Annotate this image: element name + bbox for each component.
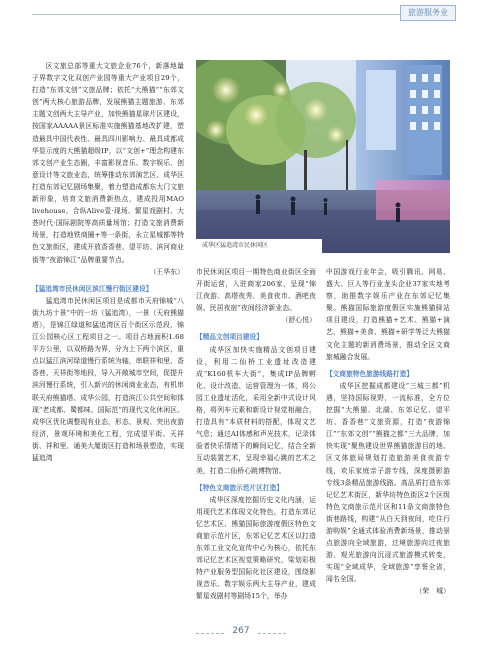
column-3 bbox=[326, 266, 450, 618]
section-heading bbox=[196, 482, 316, 494]
paragraph: 成华区挖掘成都建设“三城三都”机遇，坚持国际视野，一流标准，全方位挖掘“大熊猫、北湖、东郊记忆、望平坊、香香巷”文旅资源，打造“夜游锦江”“东郊文创”“熊猫之都”三大品牌，加快实现“聚焦建设世界熊猫旅游目的地、区文体旅局规划打造旅游美食夜游专线，欢乐家庭亲子游专线，深度摄影游专线3条精品旅游线路。高品质打造东郊记忆艺术街区，新华坊特色街区2个区级特色文商旅示范片区和11条文商旅特色街巷路线，构建“从白天到夜间，吃住行游购娱”全通式体验消费新场景，推动景点旅游向全域旅游，过境旅游向过夜旅游、观光旅游向沉浸式旅游模式转变，实现“全域成华，全域旅游”享誉全省，闻名全国。 bbox=[326, 381, 450, 584]
paragraph: 区文旅总部等重大文旅企业76个，新落地量子界数字文化双创产业园等重大产业项目29个，打造“东郊文创”文旅品牌；依托“大熊猫”“东郊文创”两大核心旅游品牌，发展熊猫主题旅游、东郊主题文创两大主导产业，加快熊猫星球片区建设，按国家AAAAA景区标准实施熊猫基地改扩建，塑造最具中国代表性、最具四川影响力、最具成都成华显示度的大熊猫超级IP，以“文创+”理念构建东郊文创产业生态圈，丰富影视音乐、数字娱乐、创意设计等文旅业态，统筹推动东郊演艺区、成华区打造东郊记忆剧场集聚，着力塑造成都东大门文旅新形象，培育文旅消费新热点，建成投用MAO livehouse、合纵Alive壹·现场、繁星戏剧村、大荟时代·国际剧院等高质量场馆；打造文旅消费新场景，打造地铁商圈+等一条街，永立星城都等特色文旅街区，建成开放香香巷、望平坊、滨河商业街等“夜游锦江”品牌重要节点。 bbox=[32, 62, 184, 264]
paragraph: 市民休闲区项目一期特色商业街区全面开街运营，入驻商家206家，呈现“锦江夜游、高塔夜秀、美食夜市、酒吧夜娱、民居夜宿”夜间经济新业态。 bbox=[196, 268, 316, 313]
byline: （舒心悦） bbox=[281, 316, 316, 325]
byline: （王华东） bbox=[149, 267, 184, 276]
byline: （荣 城） bbox=[415, 587, 450, 596]
section-heading bbox=[326, 368, 450, 380]
column-1 bbox=[32, 60, 184, 618]
header-rule bbox=[32, 14, 418, 15]
section-title: 【文商旅特色旅游线路打造】 bbox=[326, 369, 414, 378]
section-title: 【特色文商旅示范片区打造】 bbox=[196, 483, 284, 492]
photo-caption: 成华区猛追湾市民休闲区 bbox=[196, 239, 322, 253]
footer-dash-left bbox=[196, 633, 224, 635]
column-2 bbox=[196, 266, 316, 618]
paragraph: 成华区加快实施精品文创项目建设，利用二仙桥工业遗址改造建成“K160机车大街”，集成IP品牌孵化、设计改造、运营管理为一体，将公园工业遗址活化，采用全新中式设计风格，将列车元素和新设计视觉相融合，打造具有“本质材料的搭配，体现文艺气息；通过AI体感和声光技术，记录体验者快乐情绪下的瞬间记忆，结合全新互动装置艺术，呈现幸福心跳的艺术之美，打造二仙桥心跳博物馆。 bbox=[196, 345, 316, 475]
section-title: 【精品文创项目建设】 bbox=[196, 333, 263, 342]
paragraph: 中国游戏行业年会，吸引腾讯、网易、盛大、巨人等行业龙头企业37家实地考察，助推数字娱乐产业在东郊记忆集聚。熊猫国际旅游度假区实施熊猫驿站项目建设，打造熊猫+艺术、熊猫+演艺、熊猫+美食、熊猫+研学等泛大熊猫文化主题的新消费场景，推动全区文商旅城融合发展。 bbox=[326, 268, 450, 361]
section-title: 【猛追湾市民休闲区滨江慢行街区建设】 bbox=[32, 284, 153, 293]
section-label: 旅游服务业 bbox=[400, 5, 456, 21]
page-footer bbox=[0, 625, 480, 643]
page-number: 267 bbox=[232, 626, 250, 636]
paragraph: 成华区深度挖掘历史文化内涵，运用现代艺术体现文化特色，打造东郊记忆艺术区、熊猫国际旅游度假区特色文商旅示范片区，东郊记忆艺术区以打造东郊工业文化宣传中心为核心，依托东郊记忆艺术区视觉策略研究，梁划彩极特产业服务型国际化社区建设，围绕影视音乐、数字娱乐两大主导产业，建成繁星戏剧村等剧场15个，举办 bbox=[196, 495, 316, 601]
footer-dash-right bbox=[258, 633, 286, 635]
section-heading bbox=[196, 331, 316, 343]
page-header bbox=[0, 0, 480, 22]
street-photo bbox=[196, 60, 450, 253]
street-photo-image bbox=[196, 60, 450, 253]
paragraph: 猛追湾市民休闲区项目是成都市天府锦城“八街九坊十景”中的一坊（猛追湾），一景（天府熊猫塔），是锦江绿道和猛追湾区百个街区示范段、锦江公园核心区工程项目之一。项目占地面积1.68平方公里，以双桥路为界，分为上下两个滨区，重点以猛江滨河绿道慢行系统为轴，串联祥和里、香香巷、天祥街等地段，导入开敞城市空间，促提升滨河慢行系统，引入新兴的休闲商业业态，有机串联天府熊猫塔、成华公园，打造滨江公共空间和体现“老成都、蜀都味、国际范”的现代文化休闲区。成华区优化调整现有业态，形态、景观、突出夜游经济，景观环境和美化工程，完成望平街、天祥街、祥和里、通美大厦街区打造和场景塑造，实现猛追湾 bbox=[32, 296, 184, 462]
section-heading bbox=[32, 283, 184, 295]
